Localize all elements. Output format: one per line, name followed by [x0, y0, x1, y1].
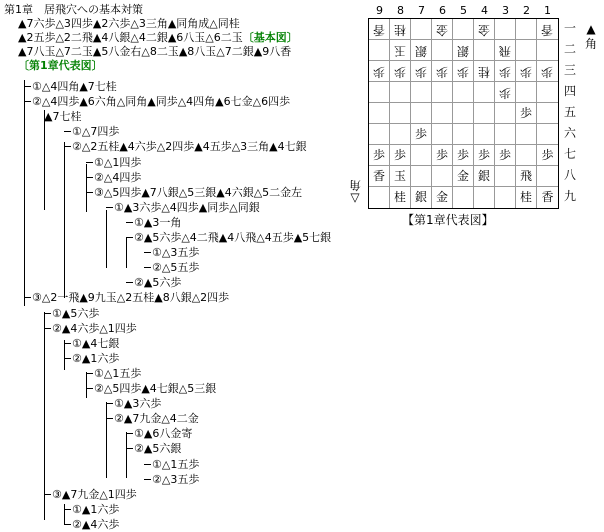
move-line-2 [18, 31, 298, 44]
board-square [537, 19, 558, 40]
variation-line: ①▲3六歩△4四歩▲同歩△同銀 [114, 200, 260, 214]
board-square [390, 19, 411, 40]
tree-branch-connector [86, 192, 93, 193]
board-square [495, 166, 516, 187]
board-square [537, 166, 558, 187]
gote-piece: 歩 [519, 65, 532, 79]
sente-piece: 歩 [372, 148, 385, 162]
tree-branch-connector [126, 433, 133, 434]
gote-piece: 銀 [456, 44, 469, 58]
row-label: 五 [563, 105, 576, 119]
row-label: 三 [563, 63, 576, 77]
tree-vertical-connector [106, 210, 107, 268]
base-position-tag: 〔基本図〕 [242, 31, 298, 44]
sente-piece: 玉 [393, 169, 406, 183]
variation-line: ①▲4七銀 [72, 336, 120, 350]
board-square [369, 19, 390, 40]
board-square [390, 187, 411, 208]
column-label: 7 [418, 4, 425, 17]
board-square [474, 145, 495, 166]
tree-vertical-connector [64, 142, 65, 298]
board-square [432, 187, 453, 208]
tree-branch-connector [126, 237, 133, 238]
board-square [453, 61, 474, 82]
gote-hand: △ 角 [349, 178, 362, 206]
board-square [537, 61, 558, 82]
tree-vertical-connector [24, 80, 25, 306]
tree-branch-connector [44, 328, 51, 329]
board-square [411, 187, 432, 208]
board-square [411, 40, 432, 61]
board-square [369, 103, 390, 124]
gote-piece: 歩 [372, 65, 385, 79]
tree-branch-connector [106, 418, 113, 419]
board-square [474, 19, 495, 40]
board-square [390, 61, 411, 82]
board-square [453, 124, 474, 145]
gote-piece: 香 [372, 23, 385, 37]
column-label: 6 [439, 4, 446, 17]
variation-line: ①▲6八金寄 [134, 427, 193, 441]
board-square [516, 103, 537, 124]
sente-piece: 桂 [393, 190, 406, 204]
move-line-2-moves: ▲2五歩△2二飛▲4八銀△4二銀▲6八玉△6二玉 [18, 31, 243, 44]
variation-line: ②▲5六歩△4二飛▲4八飛△4五歩▲5七銀 [134, 231, 332, 244]
sente-piece: 歩 [541, 148, 554, 162]
board-square [432, 145, 453, 166]
variation-line: ①▲3一角 [134, 215, 182, 229]
board-square [369, 145, 390, 166]
gote-piece: 歩 [541, 65, 554, 79]
tree-branch-connector [64, 524, 71, 525]
board-square [390, 145, 411, 166]
tree-branch-connector [126, 448, 133, 449]
tree-branch-connector [144, 479, 151, 480]
sente-piece: 金 [435, 190, 448, 204]
tree-vertical-connector [44, 312, 45, 520]
gote-piece: 桂 [477, 65, 490, 79]
tree-branch-connector [24, 86, 31, 87]
tree-vertical-connector [126, 238, 127, 268]
variation-line: ①△7四歩 [72, 125, 120, 139]
sente-piece: 歩 [498, 148, 511, 162]
variation-line: ①△4四角▲7七桂 [32, 80, 117, 93]
board-square [516, 166, 537, 187]
move-line-3: ▲7八玉△7二玉▲5八金右△8二玉▲8八玉△7二銀▲9八香 [18, 45, 292, 58]
board-square [495, 40, 516, 61]
variation-line: ③△5四歩▲7八銀△5三銀▲4六銀△5二金左 [94, 185, 303, 199]
board-square [411, 103, 432, 124]
board-square [411, 19, 432, 40]
board-square [537, 187, 558, 208]
row-label: 四 [563, 84, 576, 98]
board-square [432, 103, 453, 124]
variation-line: ②▲7九金△4二金 [114, 412, 199, 426]
variation-line: ①△1四歩 [94, 155, 142, 169]
board-square [411, 82, 432, 103]
tree-branch-connector [64, 146, 71, 147]
gote-piece: 歩 [414, 65, 427, 79]
gote-piece: 歩 [456, 65, 469, 79]
tree-branch-connector [44, 494, 51, 495]
board-square [474, 124, 495, 145]
board-square [411, 145, 432, 166]
board-square [537, 82, 558, 103]
board-square [390, 82, 411, 103]
variation-line: ②▲5六銀 [134, 442, 182, 456]
tree-vertical-connector [64, 504, 65, 524]
board-square [516, 40, 537, 61]
sente-piece: 金 [456, 169, 469, 183]
variation-line: ②△2五桂▲4六歩△2四歩▲4五歩△3三角▲4七銀 [72, 140, 307, 154]
variation-line: ①▲3六歩 [114, 397, 162, 411]
board-square [453, 187, 474, 208]
column-label: 8 [397, 4, 404, 17]
variation-line: ②△4四歩 [94, 170, 142, 184]
chapter-title: 第1章 居飛穴への基本対策 [4, 3, 143, 16]
sente-piece: 香 [541, 190, 554, 204]
board-square [432, 61, 453, 82]
board-square [432, 166, 453, 187]
board-square [390, 103, 411, 124]
board-square [432, 40, 453, 61]
tree-vertical-connector [86, 372, 87, 398]
board-square [474, 187, 495, 208]
board-square [453, 145, 474, 166]
column-label: 3 [502, 4, 509, 17]
board-square [516, 124, 537, 145]
variation-line: ①▲5六歩 [52, 306, 100, 320]
board-square [369, 40, 390, 61]
board-square [495, 145, 516, 166]
tree-branch-connector [86, 177, 93, 178]
tree-branch-connector [86, 162, 93, 163]
variation-line: ②▲4六歩△1四歩 [52, 321, 137, 335]
variation-line: ②△5四歩▲4七銀△5三銀 [94, 382, 217, 395]
board-square [432, 19, 453, 40]
board-square [474, 82, 495, 103]
variation-line: ①△1五歩 [152, 457, 200, 471]
board-square [495, 19, 516, 40]
board-square [369, 82, 390, 103]
gote-piece: 歩 [435, 65, 448, 79]
tree-vertical-connector [86, 164, 87, 212]
column-label: 5 [460, 4, 467, 17]
variation-line: ②▲1六歩 [72, 351, 120, 365]
board-square [369, 166, 390, 187]
gote-piece: 金 [435, 23, 448, 37]
sente-piece: 銀 [414, 190, 427, 204]
variation-line: ③△2一飛▲9九玉△2五桂▲8八銀△2四歩 [32, 291, 230, 305]
column-label: 4 [481, 4, 488, 17]
board-square [432, 82, 453, 103]
board-square [474, 61, 495, 82]
gote-piece: 香 [541, 23, 554, 37]
tree-branch-connector [126, 282, 133, 283]
column-label: 2 [523, 4, 530, 17]
board-caption: 【第1章代表図】 [402, 213, 494, 227]
gote-piece: 銀 [414, 44, 427, 58]
gote-piece: 桂 [393, 23, 406, 37]
board-square [516, 82, 537, 103]
board-square [453, 40, 474, 61]
tree-branch-connector [64, 509, 71, 510]
row-label: 九 [563, 189, 576, 203]
board-square [474, 40, 495, 61]
board-square [495, 103, 516, 124]
sente-piece: 歩 [519, 106, 532, 120]
tree-branch-connector [64, 358, 71, 359]
tree-branch-connector [144, 252, 151, 253]
variation-line: ②△4四歩▲6六角△同角▲同歩△4四角▲6七金△6四歩 [32, 95, 291, 109]
tree-branch-connector [126, 222, 133, 223]
board-square [537, 124, 558, 145]
sente-piece: 歩 [435, 148, 448, 162]
sente-piece: 銀 [477, 169, 490, 183]
shogi-board [368, 18, 559, 209]
variation-line: ②▲5六歩 [134, 276, 182, 290]
sente-hand: ▲ 角 [584, 22, 597, 51]
sente-piece: 歩 [414, 127, 427, 141]
row-label: 七 [563, 147, 576, 161]
gote-piece: 飛 [498, 44, 511, 58]
board-square [516, 61, 537, 82]
tree-branch-connector [144, 464, 151, 465]
board-square [516, 19, 537, 40]
board-square [411, 124, 432, 145]
tree-vertical-connector [44, 110, 45, 210]
tree-branch-connector [144, 267, 151, 268]
board-square [432, 124, 453, 145]
row-label: 一 [563, 21, 576, 35]
variation-line: ①△1五歩 [94, 366, 142, 380]
variation-line: ③▲7九金△1四歩 [52, 487, 137, 501]
board-square [474, 103, 495, 124]
sente-piece: 歩 [477, 148, 490, 162]
board-square [369, 61, 390, 82]
board-square [453, 82, 474, 103]
board-square [390, 166, 411, 187]
board-square [411, 61, 432, 82]
representative-position-tag: 〔第1章代表図〕 [18, 59, 103, 72]
board-square [516, 145, 537, 166]
sente-piece: 歩 [456, 148, 469, 162]
board-square [369, 187, 390, 208]
board-square [495, 124, 516, 145]
variation-line: ②▲4六歩 [72, 517, 120, 531]
variation-line: ②△5五歩 [152, 261, 200, 275]
tree-branch-connector [44, 313, 51, 314]
board-square [390, 124, 411, 145]
gote-piece: 歩 [498, 86, 511, 100]
tree-branch-connector [24, 101, 31, 102]
variation-line: ▲7七桂 [44, 110, 82, 124]
sente-piece: 飛 [519, 169, 532, 183]
gote-piece: 歩 [393, 65, 406, 79]
board-square [495, 187, 516, 208]
variation-line: ①△3五歩 [152, 246, 200, 260]
board-square [474, 166, 495, 187]
board-square [495, 82, 516, 103]
board-square [537, 145, 558, 166]
row-label: 二 [563, 42, 576, 56]
variation-line: ①▲1六歩 [72, 502, 120, 516]
board-square [453, 19, 474, 40]
tree-vertical-connector [126, 432, 127, 478]
column-label: 9 [376, 4, 383, 17]
board-square [453, 103, 474, 124]
board-square [537, 40, 558, 61]
gote-piece: 歩 [498, 65, 511, 79]
tree-branch-connector [24, 297, 31, 298]
tree-vertical-connector [106, 402, 107, 478]
tree-branch-connector [86, 373, 93, 374]
sente-piece: 香 [372, 169, 385, 183]
sente-piece: 桂 [519, 190, 532, 204]
tree-branch-connector [64, 131, 71, 132]
tree-branch-connector [106, 403, 113, 404]
board-square [453, 166, 474, 187]
tree-branch-connector [106, 207, 113, 208]
board-square [390, 40, 411, 61]
board-square [516, 187, 537, 208]
board-square [411, 166, 432, 187]
board-square [495, 61, 516, 82]
row-label: 六 [563, 126, 576, 140]
tree-branch-connector [64, 343, 71, 344]
gote-piece: 金 [477, 23, 490, 37]
tree-branch-connector [86, 388, 93, 389]
board-square [537, 103, 558, 124]
move-line-1: ▲7六歩△3四歩▲2六歩△3三角▲同角成△同桂 [18, 17, 240, 30]
gote-piece: 玉 [393, 44, 406, 58]
row-label: 八 [563, 168, 576, 182]
board-square [369, 124, 390, 145]
column-label: 1 [544, 4, 551, 17]
variation-line: ②△3五歩 [152, 472, 200, 486]
tree-vertical-connector [64, 340, 65, 370]
sente-piece: 歩 [393, 148, 406, 162]
